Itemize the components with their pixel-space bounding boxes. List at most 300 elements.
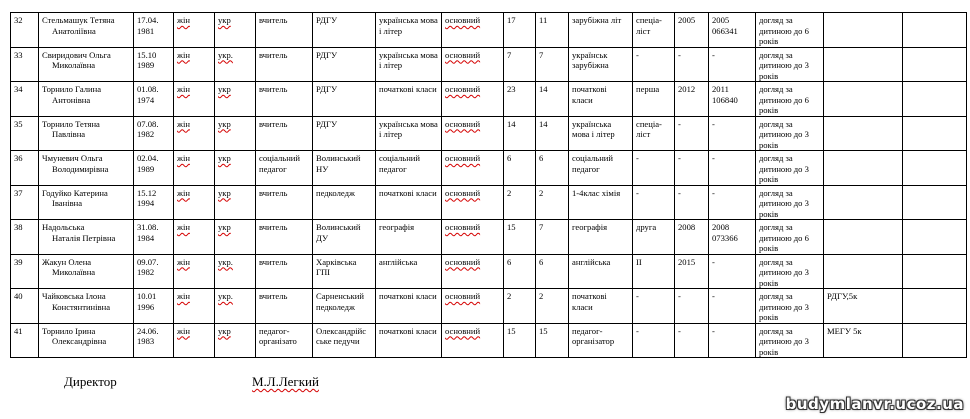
cell-experience-pedagogical (536, 323, 569, 358)
cell-cert-document (709, 185, 756, 220)
extra-text: МЕГУ 5к (827, 325, 862, 336)
experience-pedagogical-text: 6 (539, 153, 544, 163)
name-first: Чайковська Ілона (42, 291, 106, 301)
cert-year-text: 2008 (678, 222, 696, 232)
name-first: Чмуневич Ольга (42, 153, 103, 163)
nationality-text: укр (218, 118, 231, 129)
cert-document-text: - (712, 153, 715, 163)
note-text: догляд за дитиною до 6 років (759, 84, 809, 115)
name-second: Миколаївна (52, 60, 96, 70)
cert-year-text: 2015 (678, 256, 696, 267)
cell-category (633, 289, 675, 324)
cell-number (11, 220, 39, 255)
subject-text: зарубіжна літ (572, 15, 622, 25)
cell-cert-document (709, 289, 756, 324)
director-title: Директор (64, 374, 117, 389)
cert-document-text: - (712, 291, 715, 301)
gender-text: жін (177, 84, 190, 94)
director-name: М.Л.Легкий (252, 374, 319, 389)
cell-experience-pedagogical (536, 220, 569, 255)
cell-number (11, 254, 39, 289)
subject-text: 1-4клас хімія (572, 187, 621, 198)
birth-day-month: 24.06. (137, 325, 159, 336)
cell-education-institution (313, 116, 376, 151)
cell-cert-document (709, 47, 756, 82)
cell-category (633, 220, 675, 255)
nationality-text: укр (218, 153, 231, 163)
number-text: 39 (14, 256, 23, 267)
cell-cert-document (709, 82, 756, 117)
cert-year-text: - (678, 187, 681, 198)
education-institution-text: Олександрійс ське педучи (316, 325, 367, 346)
cell-extra (824, 116, 903, 151)
cell-blank (903, 185, 967, 220)
cell-specialty (376, 289, 442, 324)
experience-pedagogical-text: 11 (539, 15, 548, 25)
cell-subject (569, 116, 633, 151)
name-first: Стельмашук Тетяна (42, 15, 115, 25)
cell-birth-date (134, 47, 174, 82)
cell-number (11, 82, 39, 117)
cell-gender (174, 185, 215, 220)
cell-blank (903, 254, 967, 289)
subject-text: українська мова і літер (572, 118, 615, 139)
experience-pedagogical-text: 2 (539, 291, 544, 301)
gender-text: жін (177, 15, 190, 25)
education-institution-text: РДГУ (316, 84, 338, 94)
cell-specialty (376, 13, 442, 48)
name-first: Годуйко Катерина (42, 187, 108, 198)
subject-text: українськ зарубіжна (572, 49, 609, 70)
cell-name (39, 289, 134, 324)
cell-education-institution (313, 47, 376, 82)
cell-experience-total (504, 82, 536, 117)
cell-birth-date (134, 323, 174, 358)
cell-experience-pedagogical (536, 116, 569, 151)
cell-extra (824, 220, 903, 255)
cell-number (11, 289, 39, 324)
subject-text: географія (572, 222, 608, 232)
cert-year-text: - (678, 49, 681, 60)
cell-subject (569, 82, 633, 117)
cell-experience-pedagogical (536, 13, 569, 48)
cell-position (256, 151, 313, 186)
cell-cert-document (709, 323, 756, 358)
nationality-text: укр. (218, 49, 233, 60)
education-institution-text: РДГУ (316, 118, 338, 129)
birth-day-month: 01.08. (137, 84, 159, 94)
name-second: Констянтинівна (52, 301, 111, 312)
cert-document-text: - (712, 325, 715, 336)
table-row (11, 47, 967, 82)
cell-gender (174, 13, 215, 48)
position-text: соціальний педагог (259, 153, 300, 174)
education-institution-text: Сарненський педколедж (316, 291, 364, 312)
note-text: догляд за дитиною до 3 років (759, 256, 809, 288)
name-first: Жакун Олена (42, 256, 92, 267)
cell-note (756, 116, 824, 151)
cell-category (633, 82, 675, 117)
cell-subject (569, 47, 633, 82)
cell-gender (174, 47, 215, 82)
birth-day-month: 07.08. (137, 118, 159, 129)
cell-gender (174, 254, 215, 289)
nationality-text: укр. (218, 291, 233, 301)
cell-position (256, 185, 313, 220)
cell-nationality (215, 116, 256, 151)
cell-extra (824, 151, 903, 186)
position-text: вчитель (259, 187, 288, 198)
cell-experience-total (504, 289, 536, 324)
cell-blank (903, 13, 967, 48)
employment-text: основний (445, 222, 481, 232)
experience-pedagogical-text: 15 (539, 325, 548, 336)
cell-note (756, 13, 824, 48)
cell-experience-total (504, 323, 536, 358)
position-text: вчитель (259, 222, 288, 232)
cell-employment (442, 82, 504, 117)
cell-specialty (376, 254, 442, 289)
cert-document-text: 2011 106840 (712, 84, 738, 105)
cell-experience-pedagogical (536, 151, 569, 186)
cell-cert-year (675, 13, 709, 48)
birth-year: 1984 (137, 232, 155, 243)
cell-employment (442, 185, 504, 220)
cell-number (11, 185, 39, 220)
name-second: Павлівна (52, 129, 86, 139)
cell-experience-total (504, 13, 536, 48)
cell-experience-total (504, 185, 536, 220)
position-text: вчитель (259, 49, 288, 60)
cell-category (633, 13, 675, 48)
name-first: Торнило Ірина (42, 325, 96, 336)
cell-cert-document (709, 254, 756, 289)
education-institution-text: Волинський ДУ (316, 222, 361, 243)
cert-year-text: - (678, 325, 681, 336)
birth-year: 1982 (137, 129, 155, 139)
cell-employment (442, 151, 504, 186)
specialty-text: англійська (379, 256, 418, 267)
category-text: спеціа-ліст (636, 15, 662, 36)
cell-education-institution (313, 185, 376, 220)
specialty-text: географія (379, 222, 415, 232)
cell-cert-year (675, 220, 709, 255)
cell-name (39, 220, 134, 255)
number-text: 32 (14, 15, 23, 25)
nationality-text: укр. (218, 256, 233, 267)
cell-nationality (215, 289, 256, 324)
cell-position (256, 13, 313, 48)
position-text: вчитель (259, 84, 288, 94)
cell-position (256, 47, 313, 82)
birth-day-month: 15.10 (137, 49, 157, 60)
cell-experience-total (504, 151, 536, 186)
position-text: вчитель (259, 118, 288, 129)
cell-birth-date (134, 116, 174, 151)
cell-nationality (215, 185, 256, 220)
experience-pedagogical-text: 6 (539, 256, 544, 267)
cell-category (633, 185, 675, 220)
cert-year-text: - (678, 118, 681, 129)
cell-cert-year (675, 323, 709, 358)
number-text: 36 (14, 153, 23, 163)
category-text: ІІ (636, 256, 642, 267)
education-institution-text: РДГУ (316, 15, 338, 25)
cell-education-institution (313, 289, 376, 324)
cell-cert-year (675, 289, 709, 324)
cell-birth-date (134, 82, 174, 117)
gender-text: жін (177, 325, 190, 336)
cell-extra (824, 185, 903, 220)
nationality-text: укр (218, 222, 231, 232)
cell-birth-date (134, 254, 174, 289)
experience-total-text: 2 (507, 187, 512, 198)
note-text: догляд за дитиною до 6 років (759, 15, 809, 46)
name-second: Наталія Петрівна (52, 232, 116, 243)
cell-name (39, 82, 134, 117)
cell-category (633, 116, 675, 151)
cell-gender (174, 289, 215, 324)
cell-subject (569, 13, 633, 48)
table-row (11, 254, 967, 289)
cell-experience-pedagogical (536, 289, 569, 324)
category-text: перша (636, 84, 660, 94)
employment-text: основний (445, 15, 481, 25)
table-row (11, 116, 967, 151)
cell-experience-total (504, 47, 536, 82)
specialty-text: початкові класи (379, 325, 437, 336)
experience-total-text: 7 (507, 49, 512, 60)
cell-employment (442, 13, 504, 48)
cell-experience-pedagogical (536, 254, 569, 289)
name-second: Миколаївна (52, 267, 96, 277)
table-row (11, 323, 967, 358)
extra-text: РДГУ,5к (827, 291, 858, 301)
cell-number (11, 151, 39, 186)
cell-specialty (376, 151, 442, 186)
note-text: догляд за дитиною до 3 років (759, 153, 809, 184)
employment-text: основний (445, 84, 481, 94)
specialty-text: початкові класи (379, 84, 437, 94)
cert-year-text: - (678, 153, 681, 163)
specialty-text: початкові класи (379, 187, 437, 198)
cell-subject (569, 254, 633, 289)
cell-name (39, 185, 134, 220)
cell-position (256, 116, 313, 151)
employment-text: основний (445, 118, 481, 129)
cell-blank (903, 323, 967, 358)
cert-document-text: - (712, 187, 715, 198)
experience-total-text: 2 (507, 291, 512, 301)
birth-day-month: 15.12 (137, 187, 157, 198)
cert-year-text: - (678, 291, 681, 301)
cell-cert-year (675, 185, 709, 220)
gender-text: жін (177, 153, 190, 163)
cert-year-text: 2012 (678, 84, 696, 94)
table-row (11, 289, 967, 324)
cell-note (756, 185, 824, 220)
birth-year: 1982 (137, 267, 155, 277)
cell-experience-total (504, 254, 536, 289)
name-first: Свиридович Ольга (42, 49, 111, 60)
cell-employment (442, 116, 504, 151)
cell-subject (569, 151, 633, 186)
cell-specialty (376, 323, 442, 358)
cell-subject (569, 185, 633, 220)
cell-blank (903, 151, 967, 186)
cell-note (756, 323, 824, 358)
gender-text: жін (177, 118, 190, 129)
cell-number (11, 47, 39, 82)
category-text: друга (636, 222, 657, 232)
experience-pedagogical-text: 7 (539, 222, 544, 232)
cell-category (633, 151, 675, 186)
name-second: Олександрівна (52, 336, 107, 346)
cell-experience-total (504, 116, 536, 151)
watermark: budymlanvr.ucoz.ua (785, 395, 964, 413)
table-row (11, 151, 967, 186)
cell-number (11, 323, 39, 358)
cell-gender (174, 151, 215, 186)
birth-year: 1996 (137, 301, 155, 312)
cell-name (39, 151, 134, 186)
cell-name (39, 116, 134, 151)
cell-birth-date (134, 151, 174, 186)
gender-text: жін (177, 256, 190, 267)
cell-gender (174, 323, 215, 358)
employment-text: основний (445, 153, 481, 163)
cert-document-text: - (712, 118, 715, 129)
cell-gender (174, 116, 215, 151)
cell-extra (824, 289, 903, 324)
cell-name (39, 47, 134, 82)
cell-blank (903, 116, 967, 151)
experience-pedagogical-text: 7 (539, 49, 544, 60)
birth-year: 1989 (137, 163, 155, 174)
education-institution-text: Харківська ГПІ (316, 256, 357, 277)
cell-cert-year (675, 82, 709, 117)
cell-note (756, 151, 824, 186)
cell-birth-date (134, 289, 174, 324)
cell-blank (903, 47, 967, 82)
cell-extra (824, 254, 903, 289)
employment-text: основний (445, 49, 481, 60)
name-second: Анатоліївна (52, 25, 96, 36)
employment-text: основний (445, 256, 481, 267)
gender-text: жін (177, 291, 190, 301)
staff-table (10, 12, 967, 358)
experience-pedagogical-text: 2 (539, 187, 544, 198)
cell-cert-year (675, 47, 709, 82)
cell-position (256, 254, 313, 289)
cell-note (756, 289, 824, 324)
number-text: 40 (14, 291, 23, 301)
number-text: 41 (14, 325, 23, 336)
cell-category (633, 323, 675, 358)
number-text: 38 (14, 222, 23, 232)
name-first: Надольська (42, 222, 85, 232)
specialty-text: українська мова і літер (379, 15, 438, 36)
cell-extra (824, 323, 903, 358)
cell-cert-year (675, 116, 709, 151)
cert-year-text: 2005 (678, 15, 696, 25)
cell-gender (174, 220, 215, 255)
experience-pedagogical-text: 14 (539, 84, 548, 94)
note-text: догляд за дитиною до 6 років (759, 222, 809, 253)
table-row (11, 185, 967, 220)
specialty-text: соціальний педагог (379, 153, 420, 174)
table-row (11, 13, 967, 48)
cell-education-institution (313, 254, 376, 289)
nationality-text: укр (218, 15, 231, 25)
cell-specialty (376, 82, 442, 117)
specialty-text: українська мова і літер (379, 49, 438, 70)
cell-education-institution (313, 13, 376, 48)
birth-day-month: 31.08. (137, 222, 159, 232)
cell-name (39, 323, 134, 358)
note-text: догляд за дитиною до 3 років (759, 49, 809, 81)
name-first: Торнило Тетяна (42, 118, 100, 129)
cell-subject (569, 220, 633, 255)
cert-document-text: 2008 073366 (712, 222, 738, 243)
birth-year: 1983 (137, 336, 155, 346)
cell-specialty (376, 47, 442, 82)
position-text: педагог-організато (259, 325, 297, 346)
name-second: Іванівна (52, 198, 83, 208)
cell-extra (824, 13, 903, 48)
experience-total-text: 6 (507, 256, 512, 267)
cell-education-institution (313, 82, 376, 117)
birth-day-month: 09.07. (137, 256, 159, 267)
cell-note (756, 82, 824, 117)
subject-text: соціальний педагог (572, 153, 613, 174)
table-row (11, 82, 967, 117)
cell-note (756, 220, 824, 255)
cell-employment (442, 323, 504, 358)
name-first: Торнило Галина (42, 84, 102, 94)
cell-nationality (215, 220, 256, 255)
cell-position (256, 220, 313, 255)
specialty-text: початкові класи (379, 291, 437, 301)
birth-year: 1981 (137, 25, 155, 36)
category-text: - (636, 187, 639, 198)
category-text: - (636, 291, 639, 301)
experience-total-text: 23 (507, 84, 516, 94)
cell-position (256, 323, 313, 358)
cell-nationality (215, 151, 256, 186)
cell-subject (569, 289, 633, 324)
cell-category (633, 47, 675, 82)
education-institution-text: педколедж (316, 187, 355, 198)
cell-birth-date (134, 185, 174, 220)
cell-blank (903, 289, 967, 324)
subject-text: початкові класи (572, 291, 607, 312)
experience-total-text: 15 (507, 325, 516, 336)
nationality-text: укр (218, 84, 231, 94)
gender-text: жін (177, 187, 190, 198)
birth-year: 1989 (137, 60, 155, 70)
category-text: - (636, 325, 639, 336)
gender-text: жін (177, 222, 190, 232)
cell-education-institution (313, 220, 376, 255)
cell-number (11, 116, 39, 151)
cell-nationality (215, 82, 256, 117)
cell-nationality (215, 47, 256, 82)
cell-number (11, 13, 39, 48)
category-text: - (636, 153, 639, 163)
birth-day-month: 10.01 (137, 291, 157, 301)
cell-nationality (215, 254, 256, 289)
